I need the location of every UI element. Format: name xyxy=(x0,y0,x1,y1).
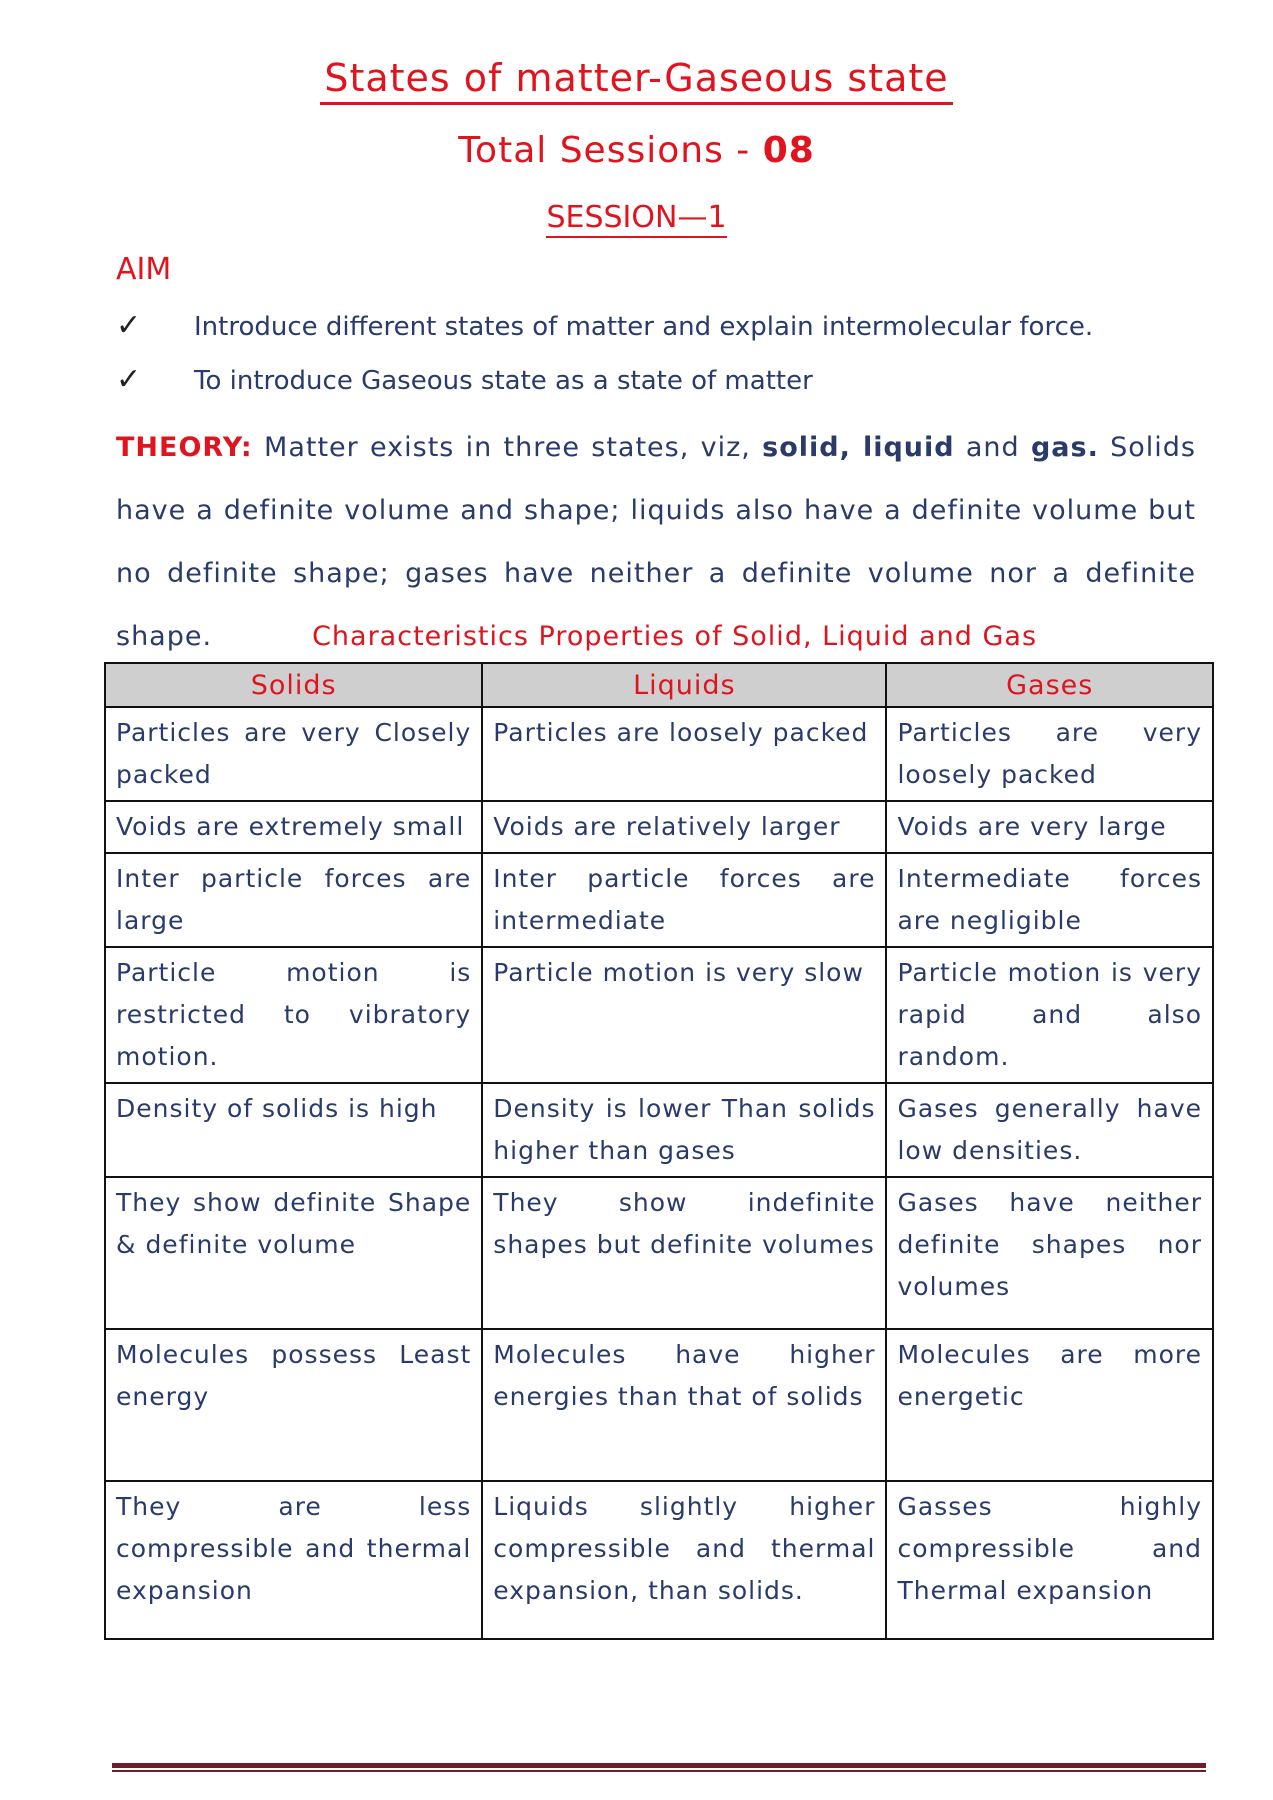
table-cell: They are less compressible and thermal expansion xyxy=(105,1481,482,1639)
table-row xyxy=(105,853,1213,947)
aim-item-text: To introduce Gaseous state as a state of matter xyxy=(194,366,813,396)
theory-and: and xyxy=(954,432,1031,463)
theory-states: solid, liquid xyxy=(762,432,955,463)
checkmark-icon: ✓ xyxy=(116,362,142,397)
checkmark-icon: ✓ xyxy=(116,308,142,343)
table-cell: They show definite Shape & definite volume xyxy=(105,1177,482,1329)
total-sessions xyxy=(0,130,1273,171)
table-cell: Particles are loosely packed xyxy=(482,707,886,801)
table-cell: Density of solids is high xyxy=(105,1083,482,1177)
aim-item-text: Introduce different states of matter and explain intermolecular force. xyxy=(194,312,1094,342)
properties-table xyxy=(104,662,1214,1640)
aim-label: AIM xyxy=(116,252,172,287)
page-title xyxy=(0,56,1273,100)
session-heading-text: SESSION—1 xyxy=(546,200,726,238)
table-row xyxy=(105,1481,1213,1639)
table-cell: Voids are relatively larger xyxy=(482,801,886,853)
table-cell: Gases generally have low densities. xyxy=(886,1083,1213,1177)
table-cell: Molecules are more energetic xyxy=(886,1329,1213,1481)
table-cell: Density is lower Than solids higher than gases xyxy=(482,1083,886,1177)
table-cell: Inter particle forces are large xyxy=(105,853,482,947)
sessions-count: 08 xyxy=(762,130,815,171)
header-liquids: Liquids xyxy=(482,663,886,707)
table-cell: Intermediate forces are negligible xyxy=(886,853,1213,947)
table-cell: Voids are extremely small xyxy=(105,801,482,853)
table-cell: Particles are very loosely packed xyxy=(886,707,1213,801)
aim-item xyxy=(116,362,813,397)
session-heading xyxy=(0,200,1273,235)
table-header-row xyxy=(105,663,1213,707)
header-gases: Gases xyxy=(886,663,1213,707)
table-cell: Particles are very Closely packed xyxy=(105,707,482,801)
table-row xyxy=(105,707,1213,801)
theory-label: THEORY: xyxy=(116,432,253,463)
table-row xyxy=(105,1177,1213,1329)
footer-divider xyxy=(112,1763,1206,1768)
table-cell: Liquids slightly higher compressible and thermal expansion, than solids. xyxy=(482,1481,886,1639)
table-title: Characteristics Properties of Solid, Liquid and Gas xyxy=(312,621,1038,652)
table-cell: Molecules have higher energies than that of solids xyxy=(482,1329,886,1481)
table-row xyxy=(105,1329,1213,1481)
theory-paragraph xyxy=(116,416,1196,668)
table-cell: Molecules possess Least energy xyxy=(105,1329,482,1481)
table-cell: Particle motion is very slow xyxy=(482,947,886,1083)
table-cell: Gases have neither definite shapes nor volumes xyxy=(886,1177,1213,1329)
page-title-text: States of matter-Gaseous state xyxy=(320,56,952,105)
header-solids: Solids xyxy=(105,663,482,707)
theory-gas: gas. xyxy=(1030,432,1099,463)
table-cell: Inter particle forces are intermediate xyxy=(482,853,886,947)
table-row xyxy=(105,801,1213,853)
table-cell: Particle motion is very rapid and also random. xyxy=(886,947,1213,1083)
footer-divider-thin xyxy=(112,1770,1206,1772)
sessions-label: Total Sessions - xyxy=(458,130,763,171)
table-row xyxy=(105,1083,1213,1177)
table-cell: Voids are very large xyxy=(886,801,1213,853)
table-cell: Gasses highly compressible and Thermal expansion xyxy=(886,1481,1213,1639)
theory-intro: Matter exists in three states, viz, xyxy=(252,432,763,463)
table-cell: They show indefinite shapes but definite volumes xyxy=(482,1177,886,1329)
table-row xyxy=(105,947,1213,1083)
theory-rest: Solids have a definite volume and shape; liquids also have a definite volume but no definite shape; gases have neither a definite volume nor a definite shape. xyxy=(116,432,1196,652)
aim-item xyxy=(116,308,1093,343)
table-cell: Particle motion is restricted to vibratory motion. xyxy=(105,947,482,1083)
